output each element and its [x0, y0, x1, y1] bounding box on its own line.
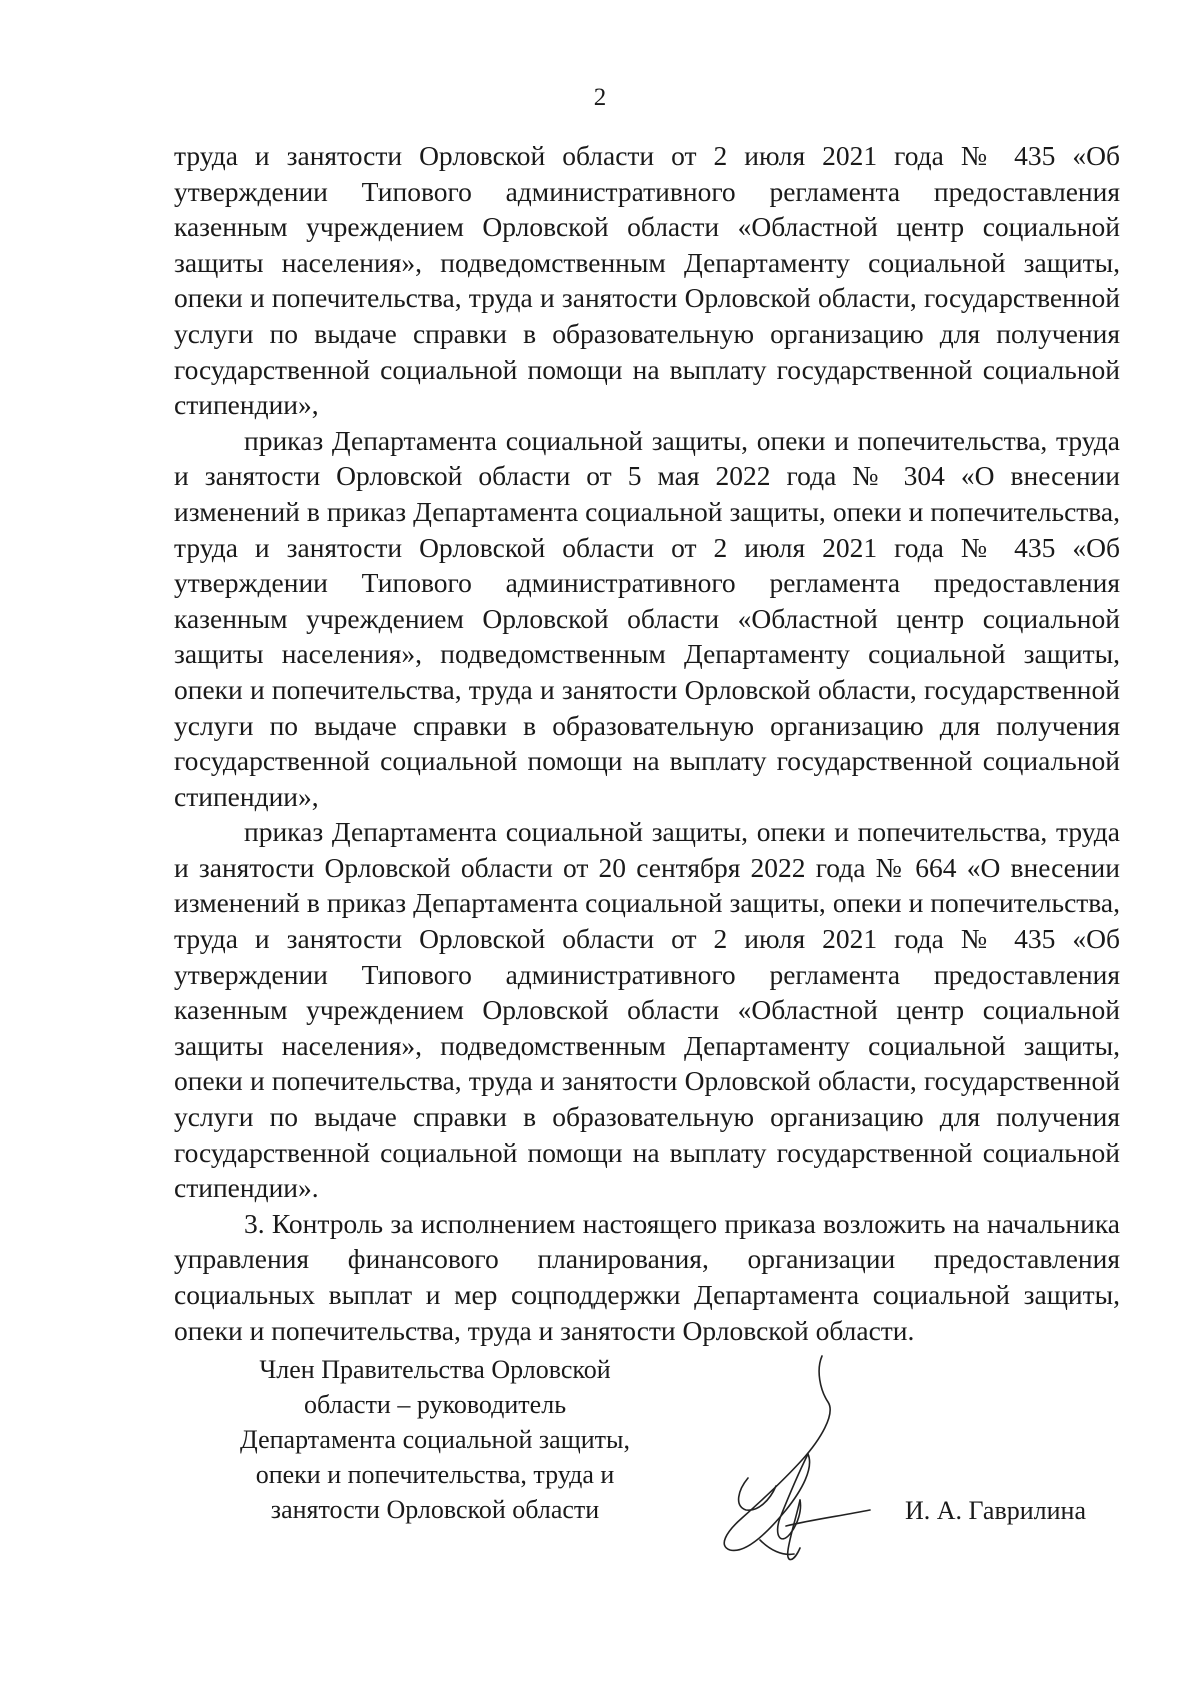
paragraph-4: 3. Контроль за исполнением настоящего приказа возложить на начальника управления финансового планирования, организации предоставления социальных выплат и мер соцподдержки Департамента социальной защиты, опеки и попечительства, труда и занятости Орловской области. [174, 1207, 1120, 1346]
document-body [174, 138, 1120, 1348]
paragraph-1: труда и занятости Орловской области от 2 июля 2021 года № 435 «Об утверждении Типового административного регламента предоставления казенным учреждением Орловской области «Областной центр социальной защиты населения», подведомственным Департаменту социальной защиты, опеки и попечительства, труда и занятости Орловской области, государственной услуги по выдаче справки в образовательную организацию для получения государственной социальной помощи на выплату государственной социальной стипендии», [174, 140, 1120, 421]
signer-position [200, 1352, 670, 1527]
handwritten-signature [690, 1350, 880, 1580]
page-number: 2 [593, 84, 607, 111]
signer-position-line: области – руководитель [303, 1390, 567, 1419]
signer-position-line: Член Правительства Орловской [259, 1355, 611, 1384]
signer-position-line: занятости Орловской области [270, 1495, 600, 1524]
signer-position-line: Департамента социальной защиты, [240, 1425, 630, 1454]
signer-name: И. А. Гаврилина [905, 1496, 1087, 1525]
paragraph-2: приказ Департамента социальной защиты, опеки и попечительства, труда и занятости Орловской области от 5 мая 2022 года № 304 «О внесении изменений в приказ Департамента социальной защиты, опеки и попечительства, труда и занятости Орловской области от 2 июля 2021 года № 435 «Об утверждении Типового административного регламента предоставления казенным учреждением Орловской области «Областной центр социальной защиты населения», подведомственным Департаменту социальной защиты, опеки и попечительства, труда и занятости Орловской области, государственной услуги по выдаче справки в образовательную организацию для получения государственной социальной помощи на выплату государственной социальной стипендии», [174, 424, 1120, 812]
paragraph-3: приказ Департамента социальной защиты, опеки и попечительства, труда и занятости Орловской области от 20 сентября 2022 года № 664 «О внесении изменений в приказ Департамента социальной защиты, опеки и попечительства, труда и занятости Орловской области от 2 июля 2021 года № 435 «Об утверждении Типового административного регламента предоставления казенным учреждением Орловской области «Областной центр социальной защиты населения», подведомственным Департаменту социальной защиты, опеки и попечительства, труда и занятости Орловской области, государственной услуги по выдаче справки в образовательную организацию для получения государственной социальной помощи на выплату государственной социальной стипендии». [174, 816, 1120, 1204]
signer-position-line: опеки и попечительства, труда и [255, 1460, 615, 1489]
